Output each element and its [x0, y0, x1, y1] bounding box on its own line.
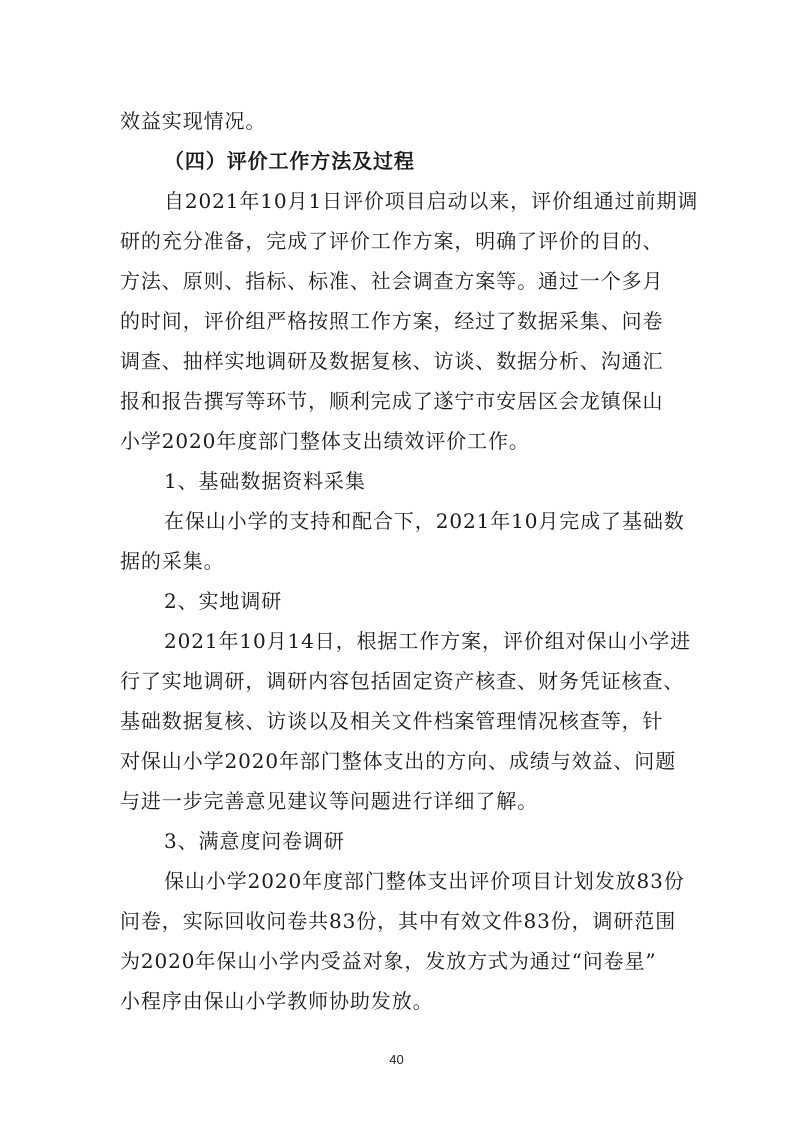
text-line: 小学2020年度部门整体支出绩效评价工作。 — [120, 429, 530, 453]
text-line: 为2020年保山小学内受益对象，发放方式为通过“问卷星” — [120, 949, 657, 973]
text-line: 基础数据复核、访谈以及相关文件档案管理情况核查等，针 — [120, 709, 664, 733]
text-line: 效益实现情况。 — [120, 109, 267, 133]
text-line: 据的采集。 — [120, 549, 225, 573]
text-line: 小程序由保山小学教师协助发放。 — [120, 989, 434, 1013]
text-line: 与进一步完善意见建议等问题进行详细了解。 — [120, 789, 538, 813]
subsection-heading: 2、实地调研 — [164, 589, 283, 613]
text-line: 调查、抽样实地调研及数据复核、访谈、数据分析、沟通汇 — [120, 349, 664, 373]
text-line: 问卷，实际回收问卷共83份，其中有效文件83份，调研范围 — [120, 909, 677, 933]
subsection-heading: 3、满意度问卷调研 — [164, 829, 345, 853]
text-line: 研的充分准备，完成了评价工作方案，明确了评价的目的、 — [120, 229, 664, 253]
text-line: 自2021年10月1日评价项目启动以来，评价组通过前期调 — [164, 189, 699, 213]
text-line: 报和报告撰写等环节，顺利完成了遂宁市安居区会龙镇保山 — [120, 389, 664, 413]
text-line: 2021年10月14日，根据工作方案，评价组对保山小学进 — [164, 629, 691, 653]
text-line: 保山小学2020年度部门整体支出评价项目计划发放83份 — [164, 869, 685, 893]
text-line: 行了实地调研，调研内容包括固定资产核查、财务凭证核查、 — [120, 669, 685, 693]
section-heading: （四）评价工作方法及过程 — [164, 149, 415, 173]
text-line: 在保山小学的支持和配合下，2021年10月完成了基础数 — [164, 509, 685, 533]
page-number: 40 — [389, 1052, 404, 1067]
text-line: 的时间，评价组严格按照工作方案，经过了数据采集、问卷 — [120, 309, 664, 333]
text-line: 对保山小学2020年部门整体支出的方向、成绩与效益、问题 — [120, 749, 677, 773]
text-line: 方法、原则、指标、标准、社会调查方案等。通过一个多月 — [120, 269, 664, 293]
subsection-heading: 1、基础数据资料采集 — [164, 469, 366, 493]
